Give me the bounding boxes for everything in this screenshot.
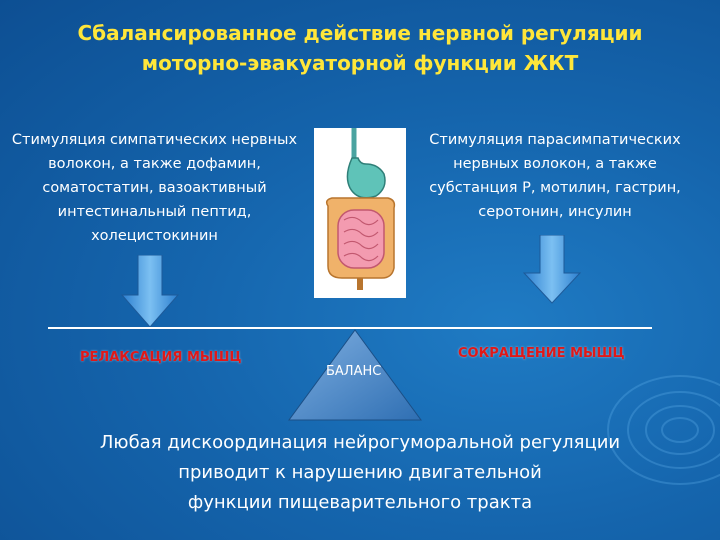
- title-line-1: Сбалансированное действие нервной регуляции: [77, 21, 643, 45]
- sympathetic-text: [0, 128, 317, 248]
- right-line: субстанция Р, мотилин, гастрин,: [429, 180, 681, 196]
- conclusion-line-1: Любая дискоординация нейрогуморальной регуляции: [99, 432, 621, 453]
- relaxation-label: РЕЛАКСАЦИЯ МЫШЦ: [80, 350, 242, 365]
- right-line: Стимуляция парасимпатических: [429, 132, 681, 148]
- conclusion-line-2: приводит к нарушению двигательной: [178, 462, 542, 483]
- left-line: интестинальный пептид,: [57, 204, 252, 220]
- slide-title: [0, 18, 720, 78]
- left-line: Стимуляция симпатических нервных: [11, 132, 298, 148]
- digestive-system-image: [314, 128, 406, 298]
- title-line-2: моторно-эвакуаторной функции ЖКТ: [141, 51, 579, 75]
- right-down-arrow-icon: [522, 235, 582, 305]
- left-line: холецистокинин: [91, 228, 218, 244]
- conclusion-line-3: функции пищеварительного тракта: [187, 492, 533, 513]
- left-down-arrow-icon: [120, 255, 180, 330]
- conclusion-text: [40, 428, 680, 518]
- balance-label: БАЛАНС: [326, 364, 382, 379]
- right-line: нервных волокон, а также: [453, 156, 657, 172]
- parasympathetic-text: [400, 128, 710, 224]
- right-line: серотонин, инсулин: [478, 204, 632, 220]
- left-line: соматостатин, вазоактивный: [42, 180, 267, 196]
- left-line: волокон, а также дофамин,: [48, 156, 261, 172]
- contraction-label: СОКРАЩЕНИЕ МЫШЦ: [458, 346, 625, 361]
- digestive-organs-icon: [314, 128, 406, 298]
